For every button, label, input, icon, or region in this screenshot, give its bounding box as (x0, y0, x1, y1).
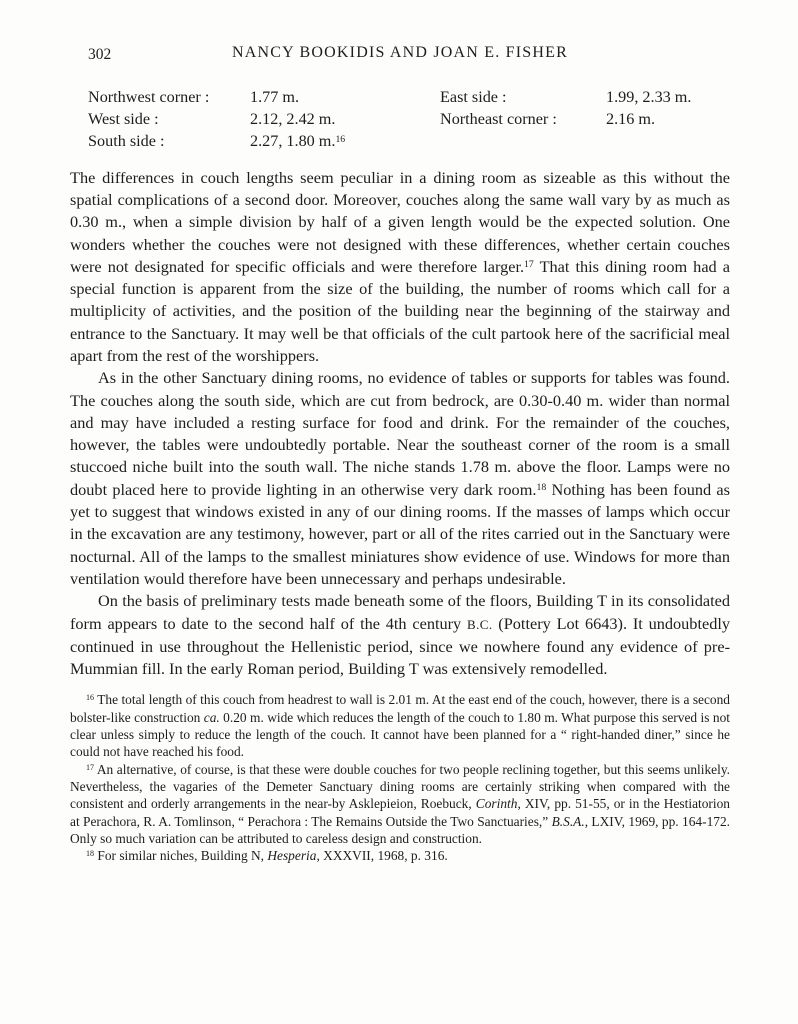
measurement-row (88, 86, 440, 108)
measurement-label: West side : (88, 110, 159, 129)
measurement-label: Northwest corner : (88, 88, 210, 106)
body-paragraph-2: As in the other Sanctuary dining rooms, no evidence of tables or supports for tables was found. The couches along the south side, which are cut from bedrock, are 0.30-0.40 m. wider than normal and may have included a resting surface for food and drink. For the remainder of the couches, however, the tables were undoubtedly portable. Near the southeast corner of the room is a small stuccoed niche built into the south wall. The niche stands 1.78 m. above the floor. Lamps were no doubt placed here to provide lighting in an otherwise very dark room.$^{18}$ Nothing has been found as yet to suggest that windows existed in any of our dining rooms. If the masses of lamps which occur in the excavation are any testimony, however, part or all of the rites carried out in the Sanctuary were nocturnal. All of the lamps to the smallest miniatures show evidence of use. Windows for more than ventilation would therefore have been unnecessary and perhaps undesirable. (70, 368, 730, 588)
measurement-value: 1.99, 2.33 m. (606, 88, 692, 106)
measurement-column-left (88, 86, 440, 153)
footnote-18: $^{18}$ For similar niches, Building N, Hesperia, XXXVII, 1968, p. 316. (86, 848, 448, 864)
body-paragraph-3: On the basis of preliminary tests made beneath some of the floors, Building T in its consolidated form appears to date to the second half of the 4th century B.C. (Pottery Lot 6643). It undoubtedly continued in use throughout the Hellenistic period, since we nowhere found any evidence of pre-Mummian fill. In the early Roman period, Building T was extensively remodelled. (70, 591, 731, 679)
measurement-label: South side : (88, 132, 165, 151)
article-body (70, 167, 730, 681)
measurement-label: East side : (440, 88, 507, 106)
footnotes-section (70, 691, 730, 864)
measurement-row (440, 86, 730, 108)
footnote-17: $^{17}$ An alternative, of course, is that these were double couches for two people reclining together, but this seems unlikely. Nevertheless, the vagaries of the Demeter Sanctuary dining rooms are certainly striking when compared with the consistent and orderly arrangements in the near-by Asklepieion, Roebuck, Corinth, XIV, pp. 51-55, or in the Hestiatorion at Perachora, R. A. Tomlinson, “ Perachora : The Remains Outside the Two Sanctuaries,” B.S.A., LXIV, 1969, pp. 164-172. Only so much variation can be attributed to careless design and construction. (70, 761, 730, 846)
measurement-value: 2.27, 1.80 m.$^{16}$ (250, 132, 346, 151)
measurement-row (440, 108, 730, 130)
page-number: 302 (88, 46, 112, 63)
measurement-table (88, 86, 730, 153)
measurement-row (88, 130, 440, 152)
measurement-value: 1.77 m. (250, 88, 300, 106)
measurement-column-right (440, 86, 730, 153)
body-paragraph-1: The differences in couch lengths seem peculiar in a dining room as sizeable as this without the spatial complications of a second door. Moreover, couches along the same wall vary by as much as 0.30 m., when a simple division by half of a given length would be the expected solution. One wonders whether the couches were not designed with these differences, whether certain couches were not designated for specific officials and were therefore larger.$^{17}$ That this dining room had a special function is apparent from the size of the building, the number of rooms which call for a multiplicity of activities, and the position of the building near the beginning of the stairway and entrance to the Sanctuary. It may well be that officials of the cult partook here of the sacrificial meal apart from the rest of the worshippers. (70, 167, 730, 365)
page-header (70, 44, 730, 68)
measurement-value: 2.16 m. (606, 110, 656, 129)
measurement-label: Northeast corner : (440, 110, 557, 129)
measurement-value: 2.12, 2.42 m. (250, 110, 336, 129)
running-head: NANCY BOOKIDIS AND JOAN E. FISHER (232, 44, 568, 61)
footnote-16: $^{16}$ The total length of this couch from headrest to wall is 2.01 m. At the east end of the couch, however, there is a second bolster-like construction ca. 0.20 m. wide which reduces the length of the couch to 1.80 m. What purpose this served is not clear unless simply to reduce the length of the couch. It cannot have been planned for a “ right-handed diner,” since he could not have reached his food. (70, 692, 730, 760)
measurement-row (88, 108, 440, 130)
